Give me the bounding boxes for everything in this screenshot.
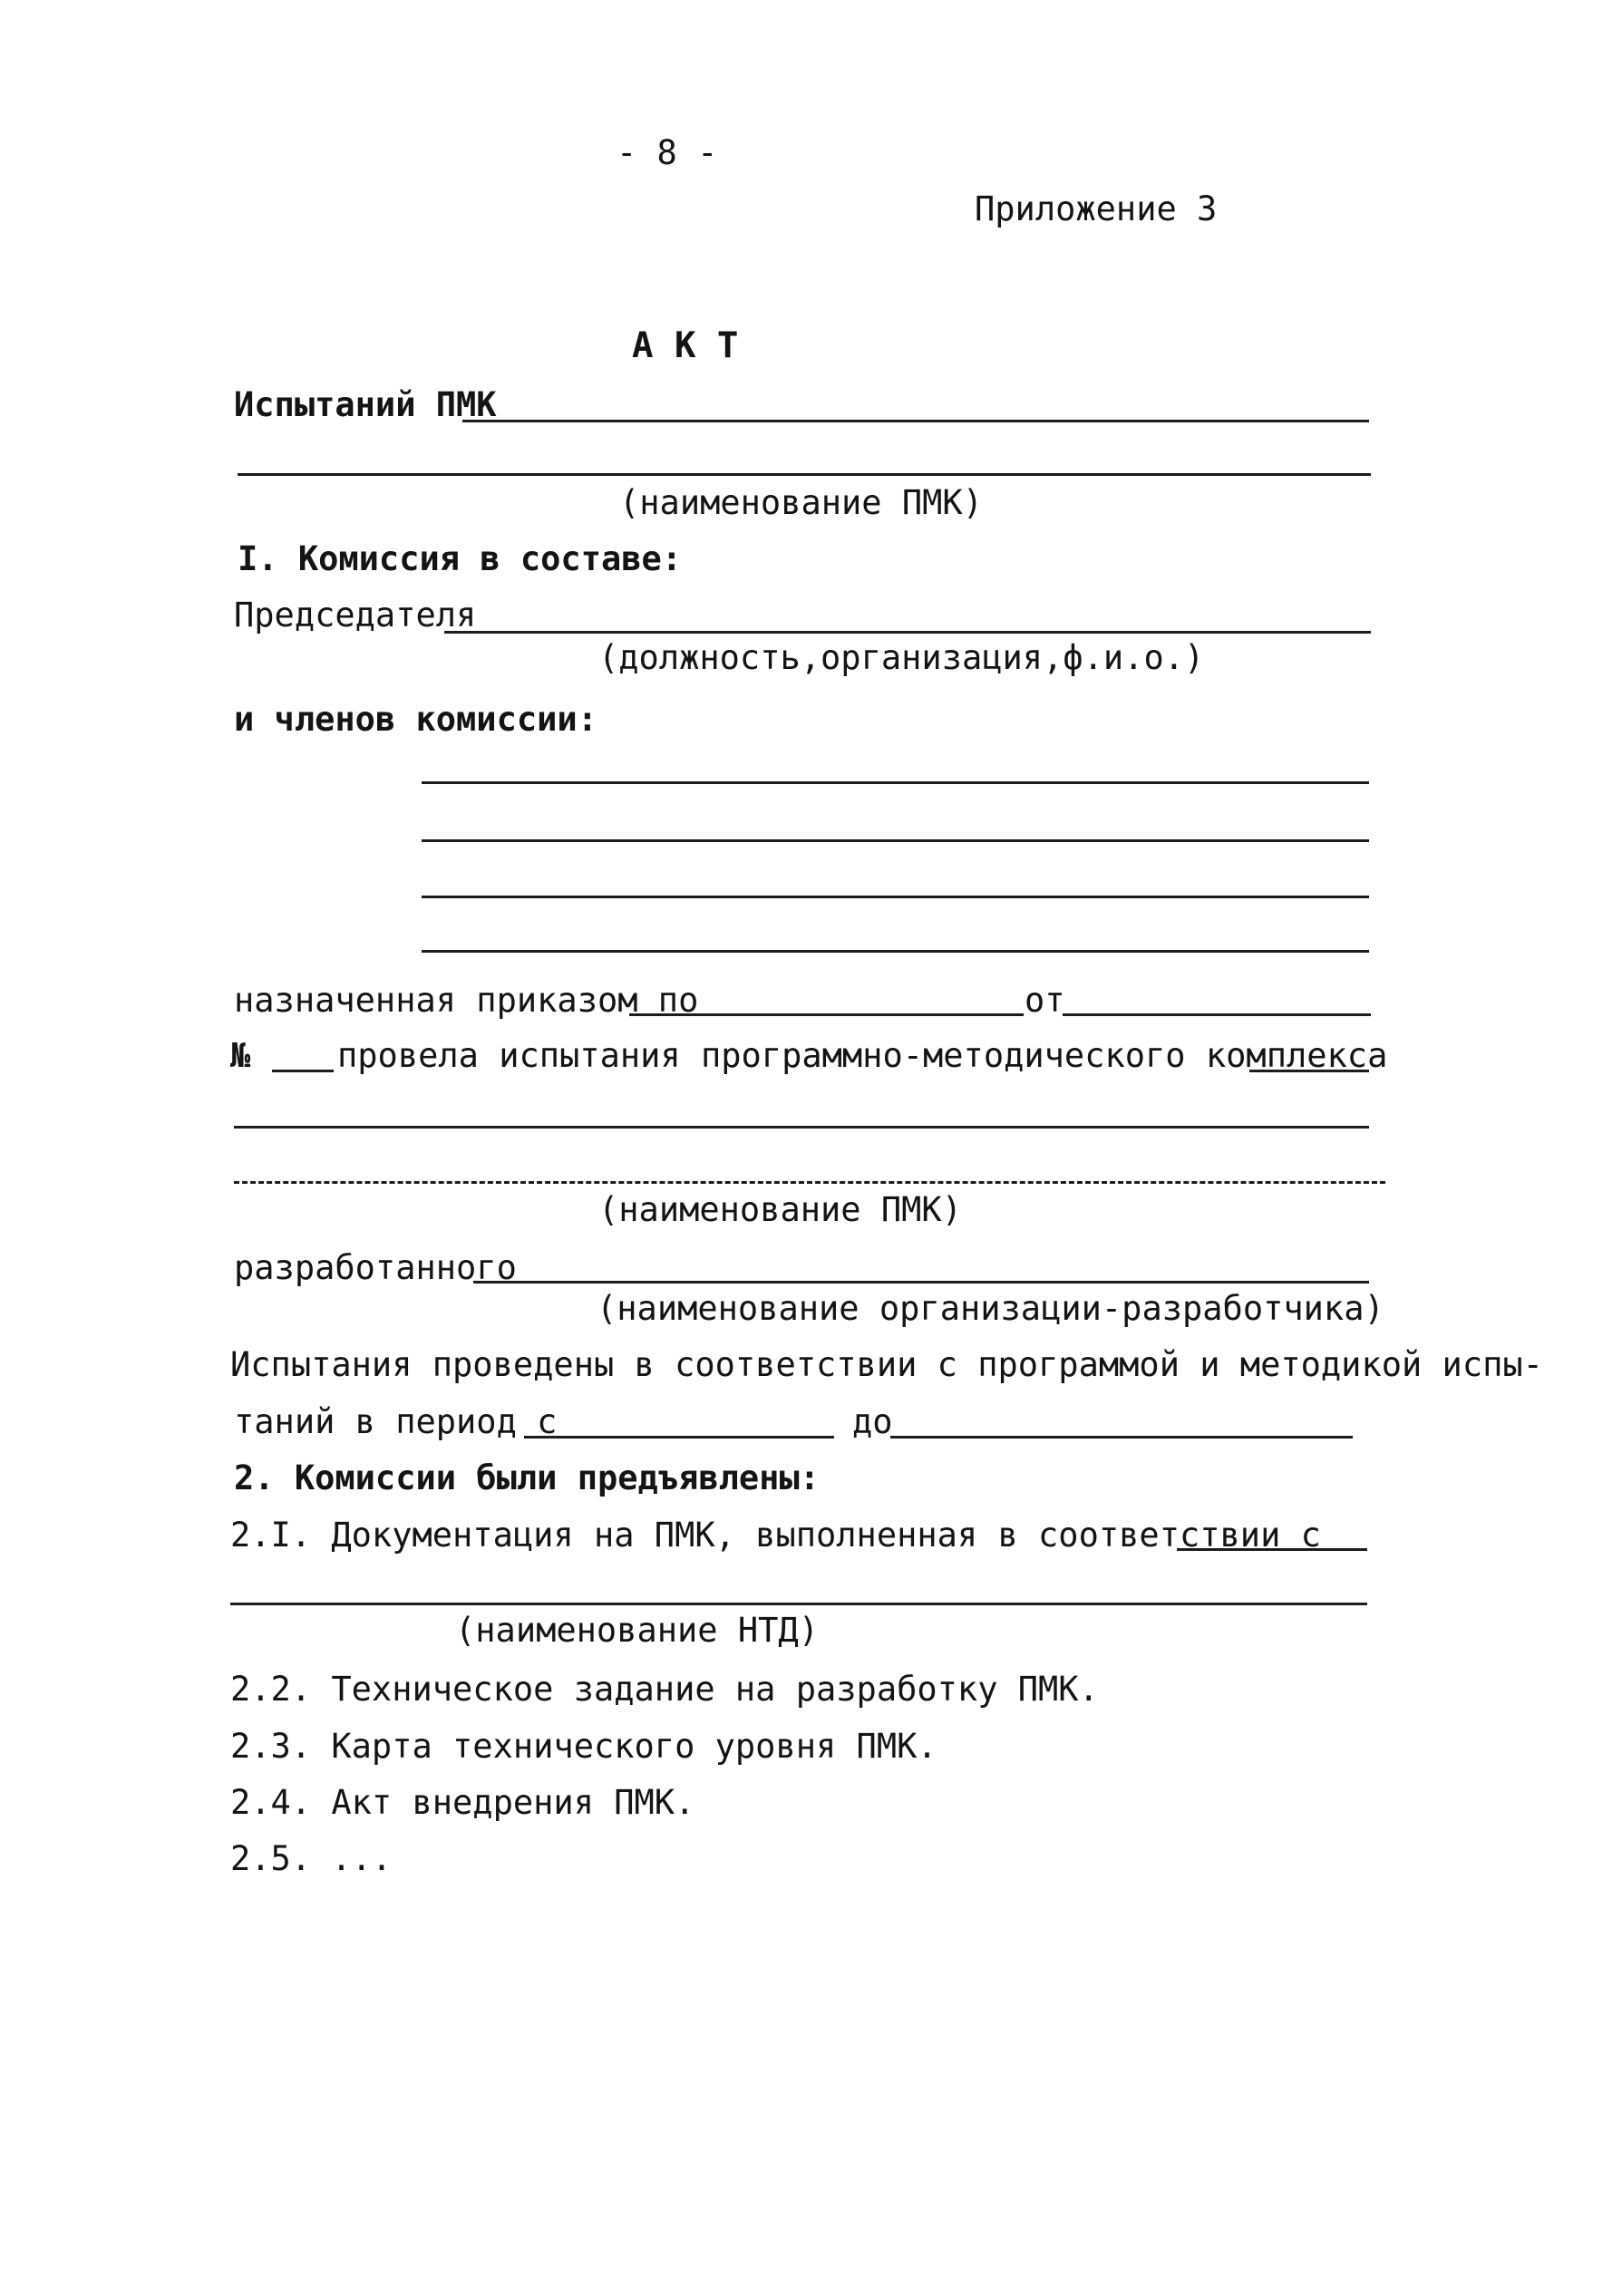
- period-start-line: [524, 1436, 834, 1439]
- member-line-3: [422, 896, 1369, 898]
- developer-line: [473, 1281, 1369, 1284]
- conducted-tests-text: провела испытания программно-методического комплекса: [337, 1036, 1388, 1075]
- pmk-name-line-3: [1249, 1070, 1369, 1072]
- section1-heading: I. Комиссия в составе:: [238, 539, 683, 578]
- page-number: - 8 -: [617, 133, 718, 172]
- caption-ntd: (наименование НТД): [455, 1611, 819, 1650]
- order-date-line: [1063, 1013, 1371, 1016]
- chairman-line: [444, 631, 1371, 634]
- item-2-4: 2.4. Акт внедрения ПМК.: [230, 1783, 695, 1822]
- pmk-name-line-2: [238, 473, 1371, 476]
- item-2-1: 2.I. Документация на ПМК, выполненная в соответствии с: [230, 1516, 1321, 1555]
- tests-of-pmk-label: Испытаний ПМК: [234, 385, 497, 424]
- from-label: от: [1025, 981, 1065, 1020]
- tests-period-label: таний в период с: [234, 1402, 558, 1441]
- appointed-order-label: назначенная приказом по: [234, 981, 699, 1020]
- document-title: А К Т: [632, 325, 739, 366]
- item-2-3: 2.3. Карта технического уровня ПМК.: [230, 1727, 937, 1766]
- ntd-line-2: [230, 1603, 1367, 1605]
- period-end-line: [890, 1436, 1353, 1439]
- caption-chairman: (должность,организация,ф.и.о.): [598, 638, 1205, 677]
- order-line: [629, 1013, 1024, 1016]
- caption-pmk-name: (наименование ПМК): [619, 483, 983, 522]
- caption-developer: (наименование организации-разработчика): [597, 1289, 1384, 1328]
- order-number-line: [272, 1070, 334, 1072]
- caption-pmk-name-2: (наименование ПМК): [598, 1190, 962, 1229]
- tests-conducted-line1: Испытания проведены в соответствии с программой и методикой испы-: [230, 1345, 1543, 1384]
- pmk-name-line-1: [462, 420, 1369, 422]
- developed-label: разработанного: [234, 1248, 517, 1287]
- to-label: до: [852, 1402, 893, 1441]
- item-2-2: 2.2. Техническое задание на разработку ПМК.: [230, 1670, 1099, 1709]
- member-line-2: [422, 839, 1369, 842]
- member-line-1: [422, 781, 1369, 784]
- section2-heading: 2. Комиссии были предъявлены:: [234, 1458, 821, 1497]
- members-label: и членов комиссии:: [234, 700, 597, 739]
- appendix-label: Приложение 3: [975, 189, 1218, 228]
- number-sign: №: [230, 1036, 251, 1075]
- chairman-label: Председателя: [234, 596, 477, 635]
- ntd-line-1: [1177, 1548, 1367, 1551]
- pmk-name-line-5: [234, 1181, 1385, 1184]
- member-line-4: [422, 950, 1369, 953]
- item-2-5: 2.5. ...: [230, 1839, 393, 1878]
- pmk-name-line-4: [234, 1126, 1369, 1129]
